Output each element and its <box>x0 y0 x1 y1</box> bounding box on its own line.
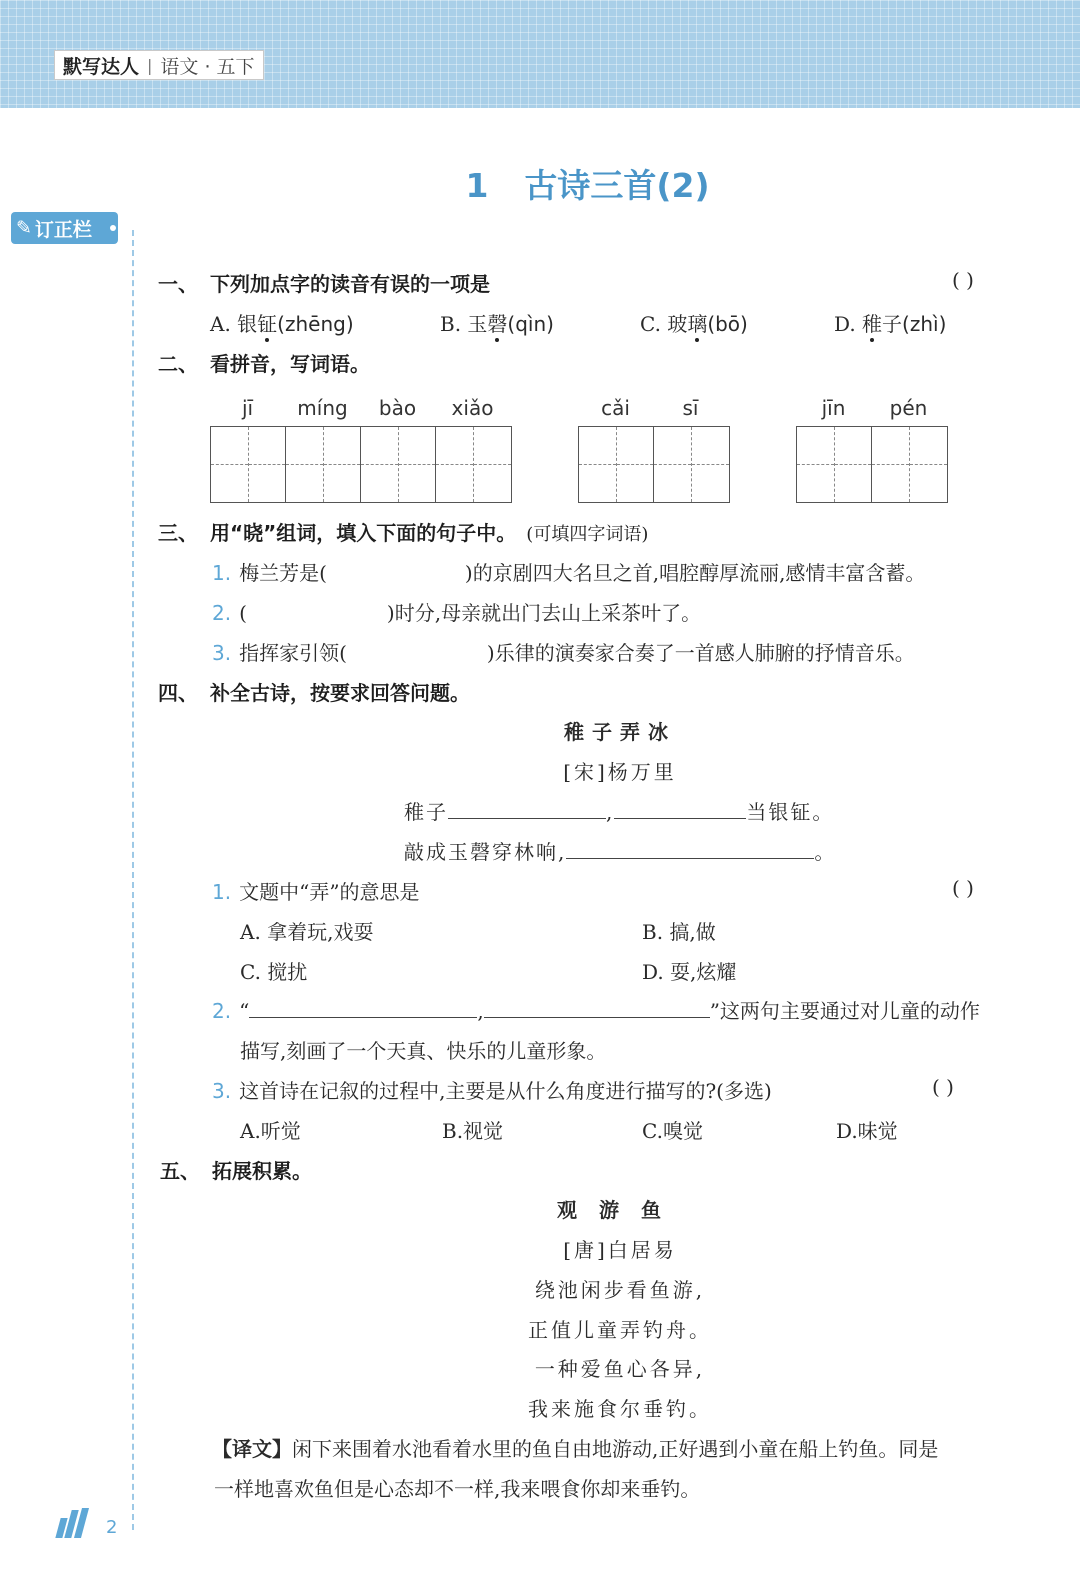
writing-grid-2[interactable] <box>578 426 730 503</box>
q3-item-2 <box>212 597 701 626</box>
correction-column-tag <box>11 212 118 244</box>
item-number: 1. <box>212 561 232 585</box>
page-number-text: 2 <box>106 1517 118 1538</box>
pinyin-label: bào <box>378 396 417 420</box>
q1-option-c[interactable] <box>640 308 748 337</box>
item-text-b: )的京剧四大名旦之首,唱腔醇厚流丽,感情丰富含蓄。 <box>464 561 926 585</box>
q4-number: 四、 <box>158 681 198 705</box>
book-label <box>54 50 264 80</box>
pinyin-label: xiǎo <box>451 396 494 420</box>
sub-question-text: 文题中“弄”的意思是 <box>239 880 420 904</box>
q2-number: 二、 <box>158 352 198 376</box>
poem-text: , <box>606 800 615 824</box>
q4-sub1-option-d[interactable]: D. 耍,炫耀 <box>642 960 737 984</box>
poem-blank[interactable] <box>566 839 814 859</box>
q4-text: 补全古诗，按要求回答问题。 <box>210 681 470 705</box>
item-number: 2. <box>212 601 232 625</box>
poem1-line-2 <box>404 836 836 865</box>
book-brand: 默写达人 <box>63 55 140 78</box>
q4-heading <box>158 677 470 706</box>
pinyin-label: sī <box>682 396 699 420</box>
option-letter: C. <box>640 312 661 336</box>
translation-label: 【译文】 <box>212 1437 292 1461</box>
lesson-number: 1 <box>465 166 489 205</box>
item-number: 3. <box>212 1079 232 1103</box>
q5-heading <box>160 1155 312 1184</box>
poem2-author: [唐]白居易 <box>563 1238 677 1262</box>
q4-sub2-line2: 描写,刻画了一个天真、快乐的儿童形象。 <box>240 1039 607 1063</box>
item-text-a: 指挥家引领( <box>239 641 347 665</box>
pinyin-label: cǎi <box>601 396 630 420</box>
q1-option-d[interactable] <box>834 308 946 337</box>
pinyin-label: míng <box>297 396 348 420</box>
books-icon <box>54 1508 92 1538</box>
option-letter: D. <box>834 312 856 336</box>
poem2-title-text: 观游鱼 <box>557 1198 683 1222</box>
poem-blank[interactable] <box>614 799 746 819</box>
option-char: 玻 <box>667 312 688 336</box>
quote-open: “ <box>239 999 250 1023</box>
pencil-icon: ✎ <box>16 217 32 239</box>
q3-heading <box>158 517 648 546</box>
q4-sub1-option-b[interactable]: B. 搞,做 <box>642 920 716 944</box>
translation-text: 闲下来围着水池看着水里的鱼自由地游动,正好遇到小童在船上钓鱼。同是 <box>292 1437 939 1461</box>
answer-blank[interactable] <box>484 998 710 1018</box>
sub-question-text: ”这两句主要通过对儿童的动作 <box>709 999 980 1023</box>
q5-number: 五、 <box>160 1159 200 1183</box>
tag-dot <box>110 225 116 231</box>
item-text-a: 梅兰芳是( <box>239 561 327 585</box>
poem2-line: 正值儿童弄钓舟。 <box>528 1318 712 1342</box>
q3-text: 用“晓”组词，填入下面的句子中。 <box>210 521 517 545</box>
option-letter: A. <box>210 312 231 336</box>
poem-text: 。 <box>814 840 837 864</box>
translation-line-1 <box>212 1433 938 1462</box>
q1-option-a[interactable] <box>210 308 354 337</box>
option-char: 玉 <box>467 312 488 336</box>
q4-sub3-option-a[interactable]: A.听觉 <box>240 1119 301 1143</box>
q4-sub3-option-b[interactable]: B.视觉 <box>442 1119 504 1143</box>
q4-sub3-answer-paren[interactable]: ( ) <box>932 1075 954 1099</box>
q3-item-1 <box>212 557 925 586</box>
comma: , <box>477 999 484 1023</box>
q1-heading <box>158 268 490 297</box>
poem2-line: 绕池闲步看鱼游, <box>534 1278 706 1302</box>
q4-sub1 <box>212 876 420 905</box>
q4-sub1-option-a[interactable]: A. 拿着玩,戏耍 <box>240 920 374 944</box>
q4-sub3 <box>212 1075 772 1104</box>
correction-column-label: 订正栏 <box>34 218 92 241</box>
poem-text: 稚子 <box>404 800 448 824</box>
poem-text: 当银钲。 <box>746 800 835 824</box>
poem1-title-text: 稚子弄冰 <box>564 720 676 744</box>
option-char: 子 <box>882 312 903 336</box>
option-char: 银 <box>237 312 258 336</box>
item-text-b: )时分,母亲就出门去山上采茶叶了。 <box>386 601 702 625</box>
item-text-a: ( <box>239 601 247 625</box>
poem1-title <box>0 716 1080 745</box>
q4-sub3-option-c[interactable]: C.嗅觉 <box>642 1119 703 1143</box>
q4-sub3-option-d[interactable]: D.味觉 <box>836 1119 898 1143</box>
q2-heading <box>158 348 370 377</box>
option-letter: B. <box>440 312 462 336</box>
item-number: 2. <box>212 999 232 1023</box>
item-text-b: )乐律的演奏家合奏了一首感人肺腑的抒情音乐。 <box>486 641 915 665</box>
poem-blank[interactable] <box>448 799 606 819</box>
dotted-char: 磬 <box>487 312 508 336</box>
lesson-title-text: 古诗三首(2) <box>524 166 710 205</box>
option-pinyin: (zhēng) <box>277 312 354 336</box>
pinyin-label: jī <box>241 396 254 420</box>
header-band <box>0 0 1080 108</box>
dotted-char: 钲 <box>257 312 278 336</box>
pinyin-label: jīn <box>821 396 846 420</box>
q2-text: 看拼音，写词语。 <box>210 352 370 376</box>
q4-sub1-answer-paren[interactable]: ( ) <box>952 876 974 900</box>
poem1-line-1 <box>404 796 834 825</box>
option-pinyin: (bō) <box>707 312 748 336</box>
answer-blank[interactable] <box>249 998 477 1018</box>
writing-grid-3[interactable] <box>796 426 948 503</box>
q4-sub2 <box>212 995 980 1024</box>
q5-text: 拓展积累。 <box>212 1159 312 1183</box>
translation-line-2: 一样地喜欢鱼但是心态却不一样,我来喂食你却来垂钓。 <box>214 1477 701 1501</box>
sub-question-text: 这首诗在记叙的过程中,主要是从什么角度进行描写的?(多选) <box>239 1079 772 1103</box>
dotted-char: 稚 <box>862 312 883 336</box>
item-number: 3. <box>212 641 232 665</box>
q1-option-b[interactable] <box>440 308 554 337</box>
option-pinyin: (qìn) <box>507 312 554 336</box>
q1-number: 一、 <box>158 272 198 296</box>
q4-sub1-option-c[interactable]: C. 搅扰 <box>240 960 308 984</box>
poem-text: 敲成玉磬穿林响, <box>404 840 567 864</box>
page-number <box>54 1508 117 1538</box>
q3-number: 三、 <box>158 521 198 545</box>
book-subject: 语文 · 五下 <box>160 55 255 78</box>
poem2-line: 我来施食尔垂钓。 <box>528 1397 712 1421</box>
poem2-title <box>0 1194 1080 1223</box>
option-pinyin: (zhì) <box>902 312 947 336</box>
q1-answer-paren[interactable]: ( ) <box>952 268 974 292</box>
q3-note: (可填四字词语) <box>526 524 649 545</box>
poem1-author: [宋]杨万里 <box>563 760 677 784</box>
poem2-line: 一种爱鱼心各异, <box>534 1357 706 1381</box>
writing-grid-1[interactable] <box>210 426 512 503</box>
pinyin-label: pén <box>889 396 928 420</box>
q3-item-3 <box>212 637 915 666</box>
lesson-title <box>0 160 1080 207</box>
dotted-char: 璃 <box>687 312 708 336</box>
q1-text: 下列加点字的读音有误的一项是 <box>210 272 490 296</box>
item-number: 1. <box>212 880 232 904</box>
book-separator: | <box>147 55 153 75</box>
